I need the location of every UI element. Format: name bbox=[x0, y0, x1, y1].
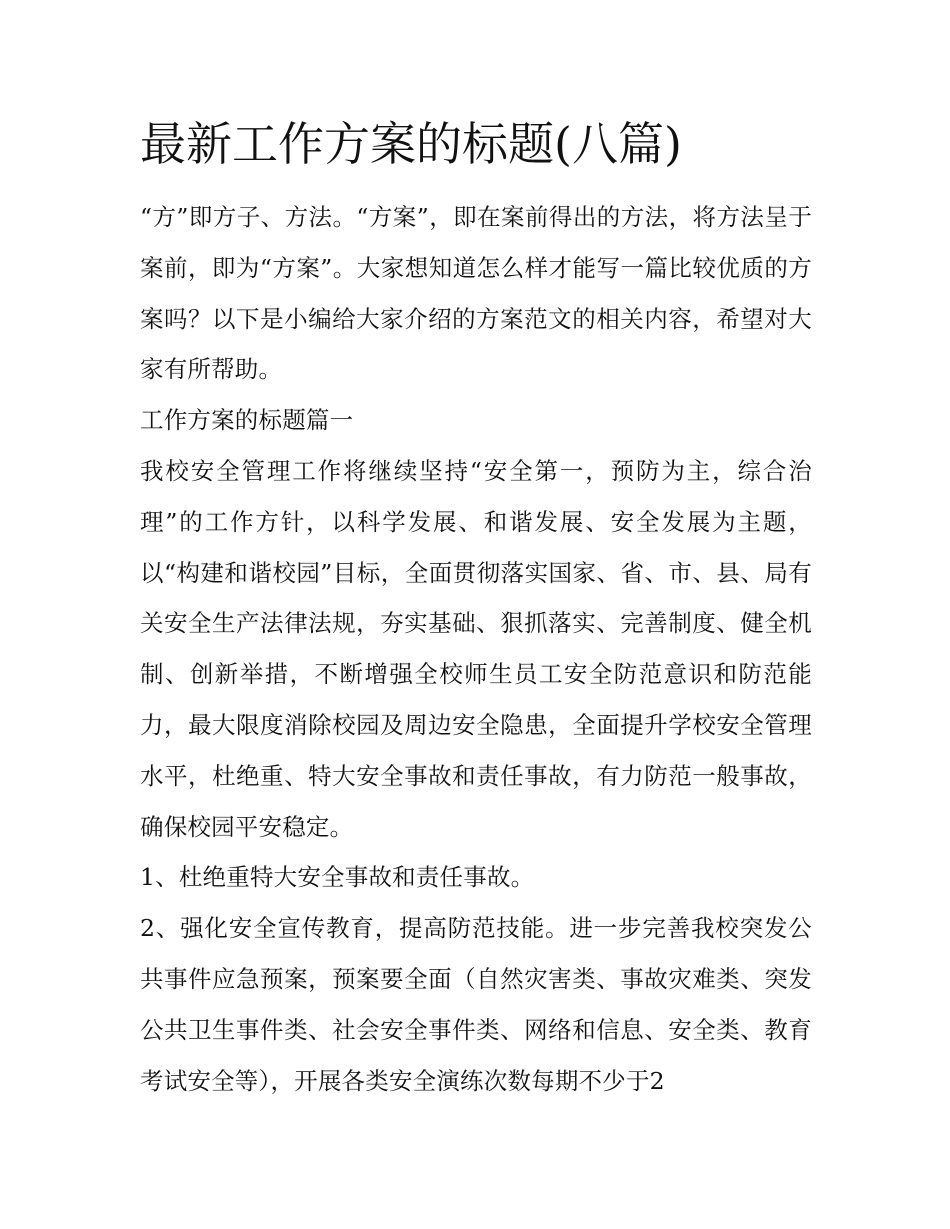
section-heading: 工作方案的标题篇一 bbox=[140, 406, 354, 435]
list-item: 1、杜绝重特大安全事故和责任事故。 bbox=[140, 863, 535, 892]
intro-paragraph: “方”即方子、方法。“方案”，即在案前得出的方法，将方法呈于案前，即为“方案”。大家想知道怎么样才能写一篇比较优质的方案吗？以下是小编给大家介绍的方案范文的相关内容，希望对大家有所帮助。 bbox=[140, 203, 812, 384]
document-title: 最新工作方案的标题(八篇) bbox=[140, 117, 682, 171]
document-page bbox=[140, 112, 812, 1106]
list-item: 2、强化安全宣传教育，提高防范技能。进一步完善我校突发公共事件应急预案，预案要全面（自然灾害类、事故灾难类、突发公共卫生事件类、社会安全事件类、网络和信息、安全类、教育考试安全等），开展各类安全演练次数每期不少于2 bbox=[140, 914, 812, 1095]
body-paragraph: 我校安全管理工作将继续坚持“安全第一，预防为主，综合治理”的工作方针，以科学发展、和谐发展、安全发展为主题，以“构建和谐校园”目标，全面贯彻落实国家、省、市、县、局有关安全生产法律法规，夯实基础、狠抓落实、完善制度、健全机制、创新举措，不断增强全校师生员工安全防范意识和防范能力，最大限度消除校园及周边安全隐患，全面提升学校安全管理水平，杜绝重、特大安全事故和责任事故，有力防范一般事故，确保校园平安稳定。 bbox=[140, 456, 812, 841]
